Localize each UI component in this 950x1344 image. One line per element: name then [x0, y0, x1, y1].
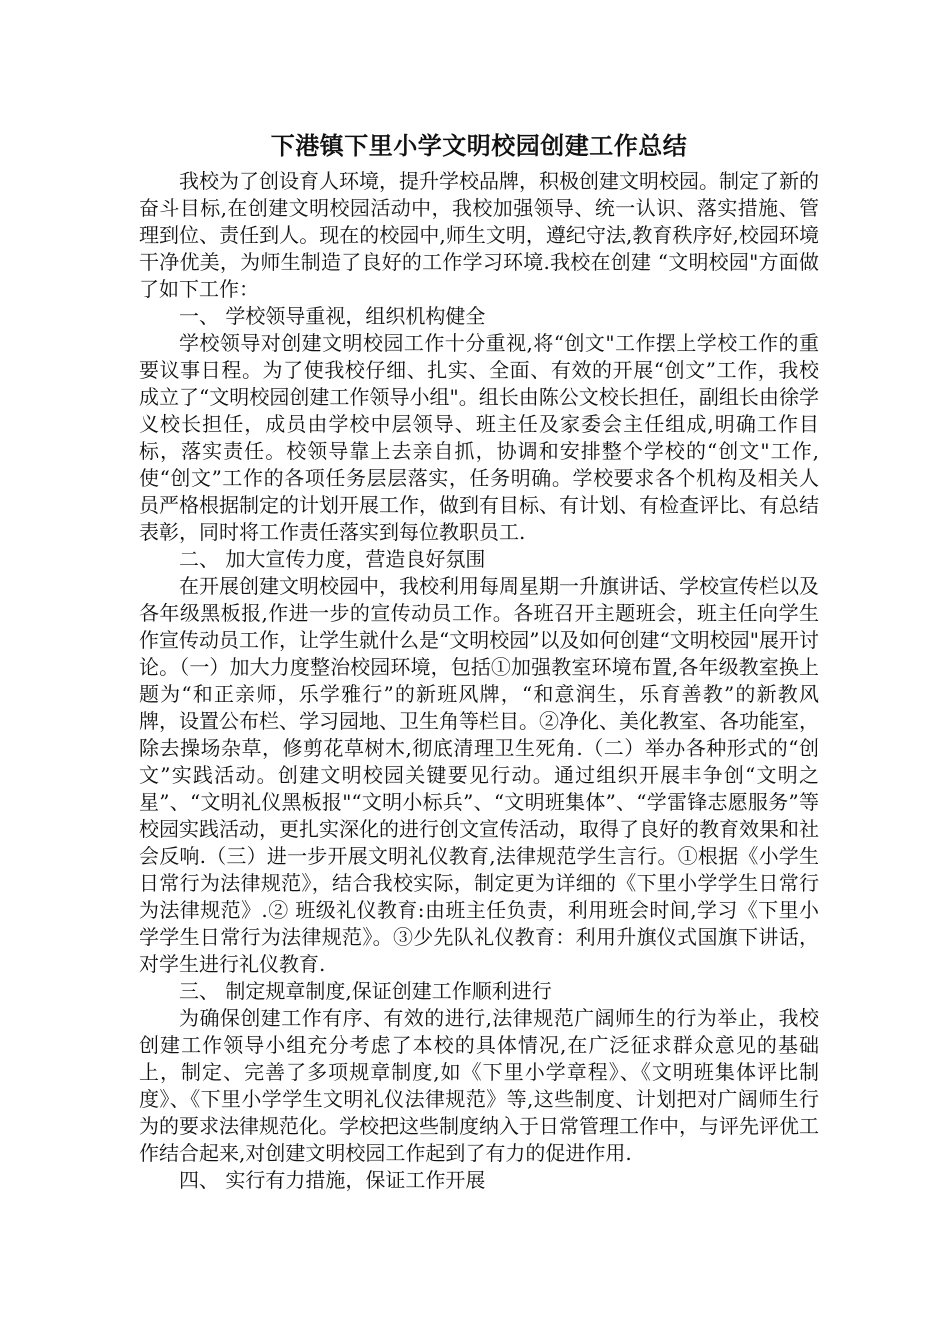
section-heading-4: 四、 实行有力措施，保证工作开展: [179, 1168, 486, 1192]
section-heading-1: 一、 学校领导重视，组织机构健全: [179, 304, 486, 328]
section-body-3: 为确保创建工作有序、有效的进行,法律规范广阔师生的行为举止，我校创建工作领导小组充分考虑了本校的具体情况,在广泛征求群众意见的基础上，制定、完善了多项规章制度,如《下里小学章程》、《文明班集体评比制度》、《下里小学学生文明礼仪法律规范》等,这些制度、计划把对广阔师生行为的要求法律规范化。学校把这些制度纳入于日常管理工作中，与评先评优工作结合起来,对创建文明校园工作起到了有力的促进作用.: [139, 1006, 819, 1165]
document-title: 下港镇下里小学文明校园创建工作总结: [270, 131, 688, 160]
intro-paragraph: 我校为了创设育人环境，提升学校品牌，积极创建文明校园。制定了新的奋斗目标,在创建文明校园活动中，我校加强领导、统一认识、落实措施、管理到位、责任到人。现在的校园中,师生文明，遵纪守法,教育秩序好,校园环境干净优美，为师生制造了良好的工作学习环境.我校在创建 “文明校园"方面做了如下工作：: [139, 169, 819, 301]
section-heading-3: 三、 制定规章制度,保证创建工作顺利进行: [179, 979, 552, 1003]
section-heading-2: 二、 加大宣传力度，营造良好氛围: [179, 547, 486, 571]
section-body-2: 在开展创建文明校园中，我校利用每周星期一升旗讲话、学校宣传栏以及各年级黑板报,作进一步的宣传动员工作。各班召开主题班会，班主任向学生作宣传动员工作，让学生就什么是“文明校园”以及如何创建“文明校园"展开讨论。（一）加大力度整治校园环境，包括①加强教室环境布置,各年级教室换上题为“和正亲师，乐学雅行”的新班风牌，“和意润生，乐育善教”的新教风牌，设置公布栏、学习园地、卫生角等栏目。②净化、美化教室、各功能室，除去操场杂草，修剪花草树木,彻底清理卫生死角.（二）举办各种形式的“创文”实践活动。创建文明校园关键要见行动。通过组织开展丰争创“文明之星”、“文明礼仪黑板报"“文明小标兵”、“文明班集体”、“学雷锋志愿服务”等校园实践活动，更扎实深化的进行创文宣传活动，取得了良好的教育效果和社会反响.（三）进一步开展文明礼仪教育,法律规范学生言行。①根据《小学生日常行为法律规范》，结合我校实际，制定更为详细的《下里小学学生日常行为法律规范》.② 班级礼仪教育:由班主任负责，利用班会时间,学习《下里小学学生日常行为法律规范》。③少先队礼仪教育：利用升旗仪式国旗下讲话，对学生进行礼仪教育.: [139, 574, 819, 976]
section-body-1: 学校领导对创建文明校园工作十分重视,将“创文"工作摆上学校工作的重要议事日程。为了使我校仔细、扎实、全面、有效的开展“创文”工作，我校成立了“文明校园创建工作领导小组"。组长由陈公文校长担任，副组长由徐学义校长担任，成员由学校中层领导、班主任及家委会主任组成,明确工作目标，落实责任。校领导靠上去亲自抓，协调和安排整个学校的“创文"工作,使“创文”工作的各项任务层层落实，任务明确。学校要求各个机构及相关人员严格根据制定的计划开展工作，做到有目标、有计划、有检查评比、有总结表彰，同时将工作责任落实到每位教职员工.: [139, 331, 819, 544]
document-page: [139, 128, 819, 1194]
